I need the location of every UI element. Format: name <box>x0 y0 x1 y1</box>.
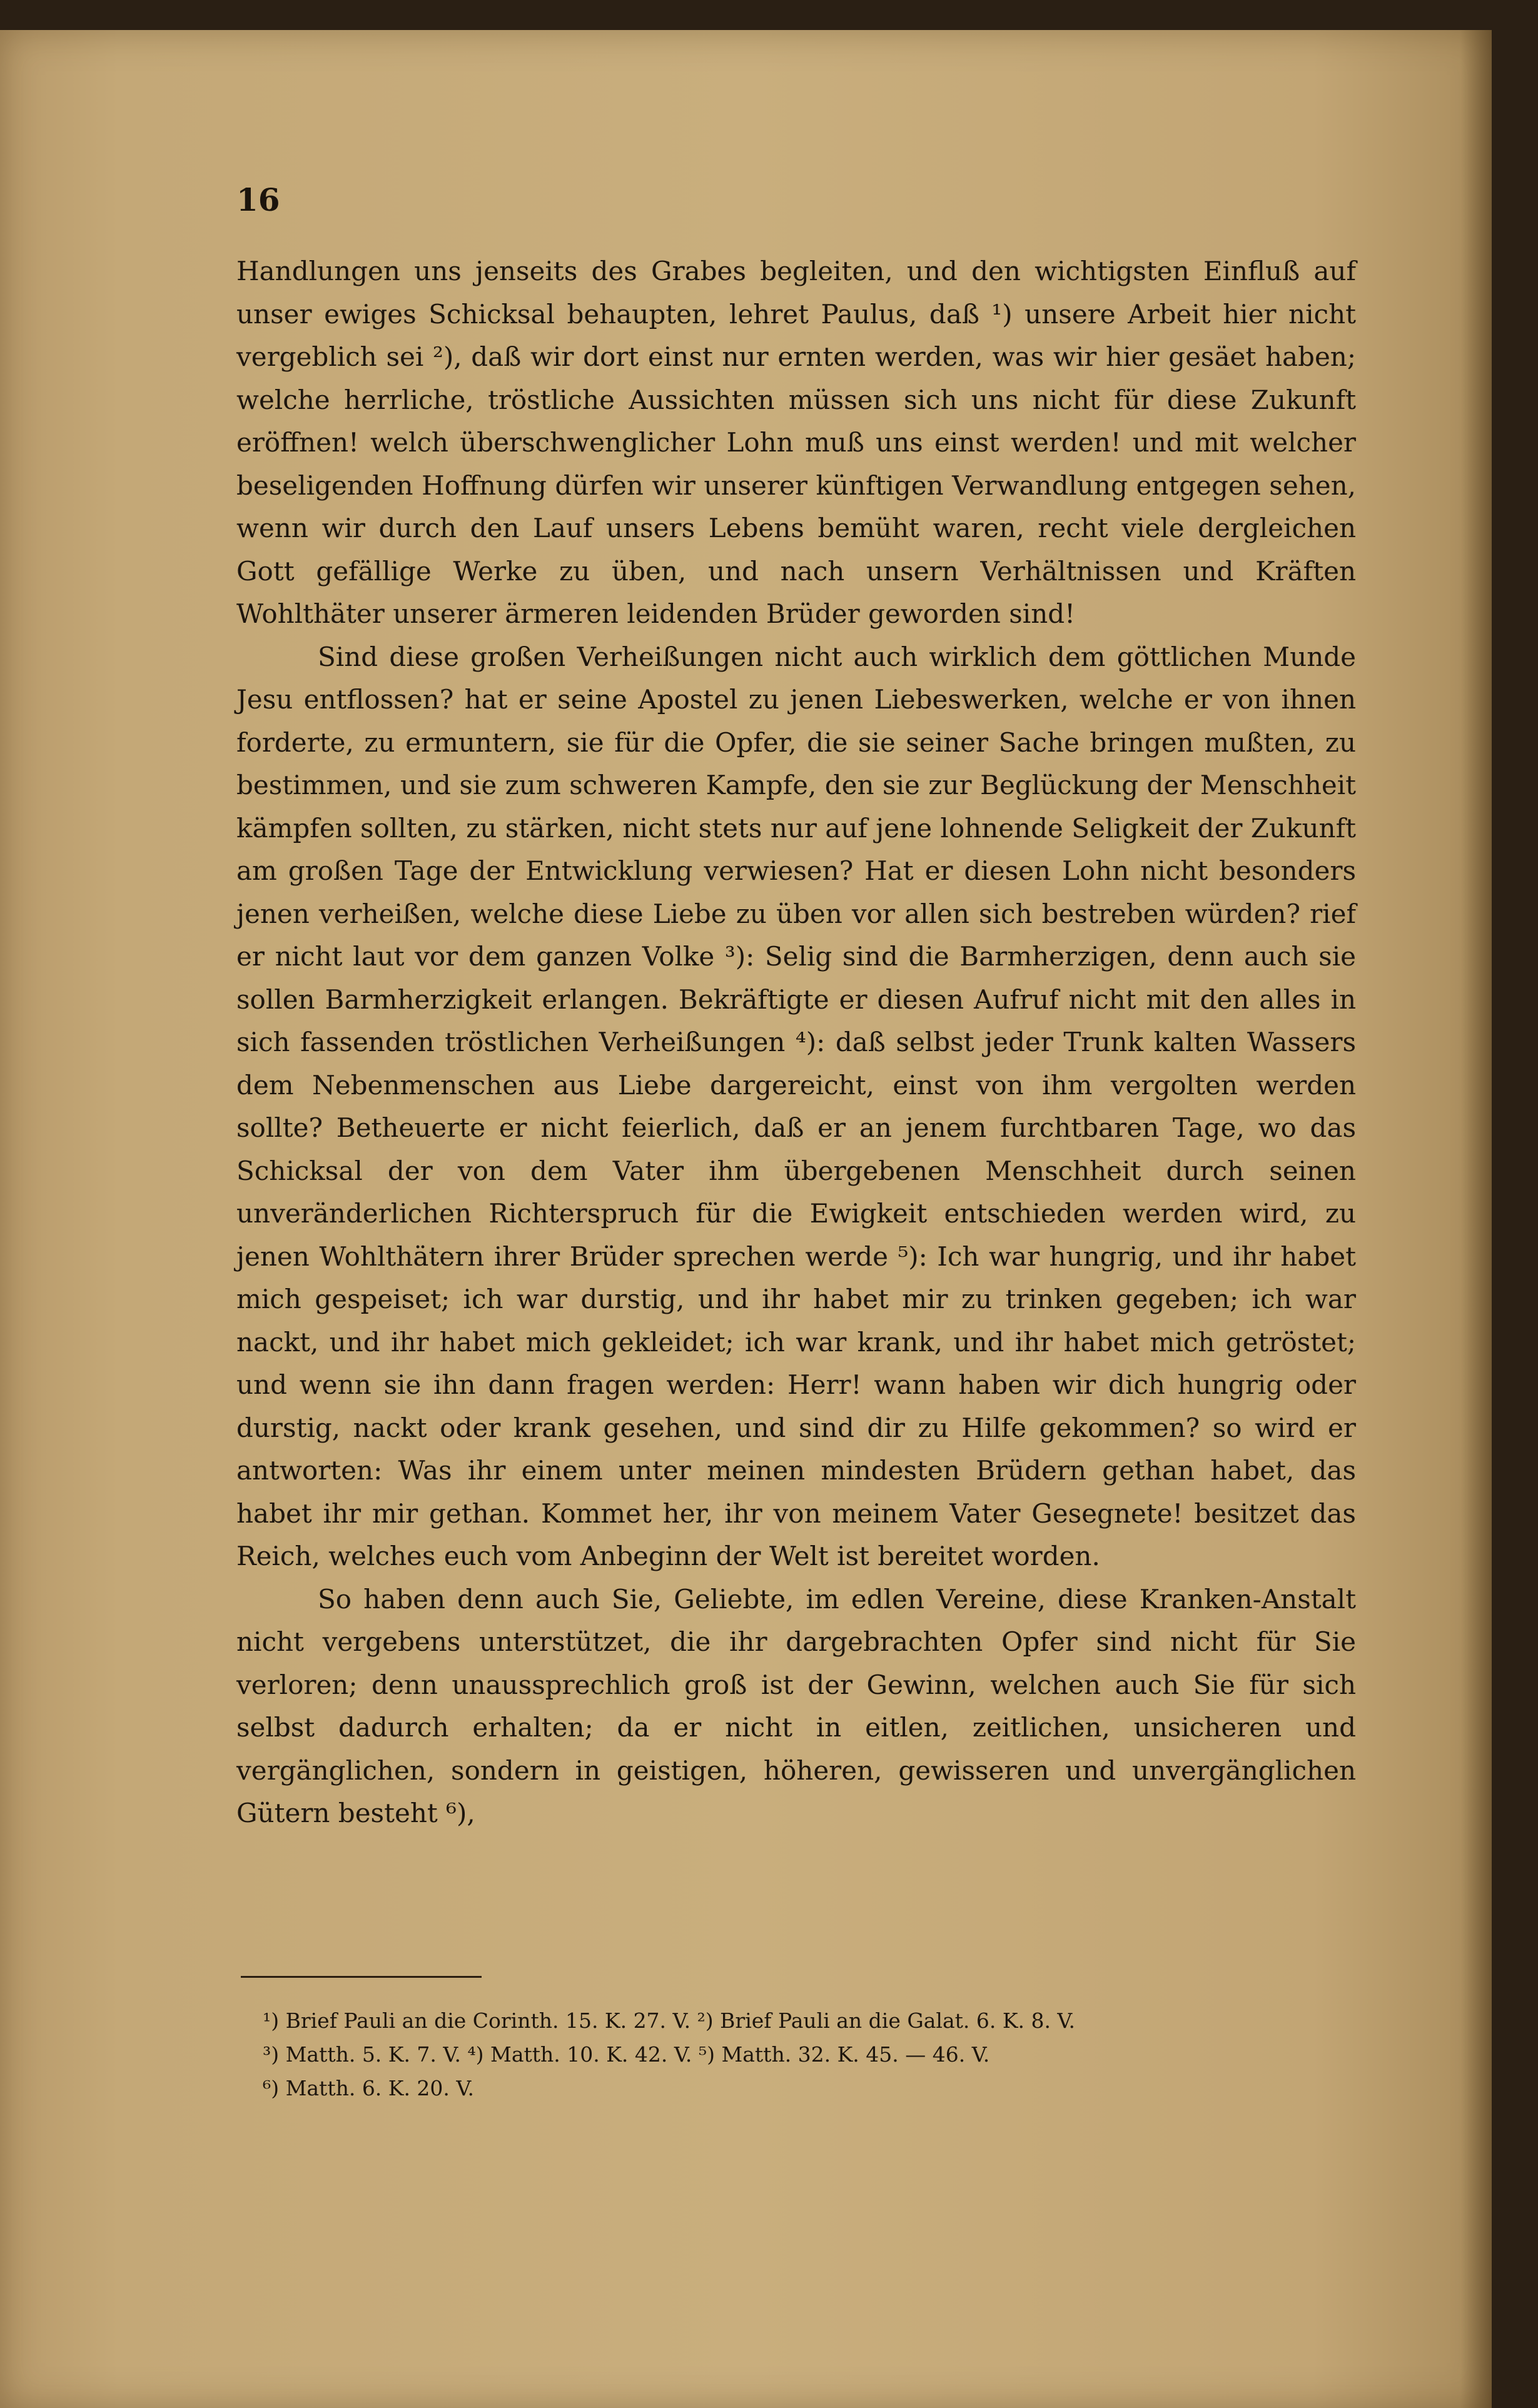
paragraph-3: So haben denn auch Sie, Geliebte, im edlen Vereine, diese Kranken-Anstalt nicht vergebens unterstützet, die ihr dargebrachten Opfer sind nicht für Sie verloren; denn unaussprechlich groß ist der Gewinn, welchen auch Sie für sich selbst dadurch erhalten; da er nicht in eitlen, zeitlichen, unsicheren und vergänglichen, sondern in geistigen, höheren, gewisseren und unvergänglichen Gütern besteht ⁶), <box>236 1583 1356 1828</box>
body-text <box>236 250 1356 1835</box>
footnote-line-1: ¹) Brief Pauli an die Corinth. 15. K. 27. V. ²) Brief Pauli an die Galat. 6. K. 8. V. <box>263 2008 1075 2033</box>
paragraph-2: Sind diese großen Verheißungen nicht auch wirklich dem göttlichen Munde Jesu entflossen? hat er seine Apostel zu jenen Liebeswerken, welche er von ihnen forderte, zu ermuntern, sie für die Opfer, die sie seiner Sache bringen mußten, zu bestimmen, und sie zum schweren Kampfe, den sie zur Beglückung der Menschheit kämpfen sollten, zu stärken, nicht stets nur auf jene lohnende Seligkeit der Zukunft am großen Tage der Entwicklung verwiesen? Hat er diesen Lohn nicht besonders jenen verheißen, welche diese Liebe zu üben vor allen sich bestreben würden? rief er nicht laut vor dem ganzen Volke ³): Selig sind die Barmherzigen, denn auch sie sollen Barmherzigkeit erlangen. Bekräftigte er diesen Aufruf nicht mit den alles in sich fassenden tröstlichen Verheißungen ⁴): daß selbst jeder Trunk kalten Wassers dem Nebenmenschen aus Liebe dargereicht, einst von ihm vergolten werden sollte? Betheuerte er nicht feierlich, daß er an jenem furchtbaren Tage, wo das Schicksal der von dem Vater ihm übergebenen Menschheit durch seinen unveränderlichen Richterspruch für die Ewigkeit entschieden werden wird, zu jenen Wohlthätern ihrer Brüder sprechen werde ⁵): Ich war hungrig, und ihr habet mich gespeiset; ich war durstig, und ihr habet mir zu trinken gegeben; ich war nackt, und ihr habet mich gekleidet; ich war krank, und ihr habet mich getröstet; und wenn sie ihn dann fragen werden: Herr! wann haben wir dich hungrig oder durstig, nackt oder krank gesehen, und sind dir zu Hilfe gekommen? so wird er antworten: Was ihr einem unter meinen mindesten Brüdern gethan habet, das habet ihr mir gethan. Kommet her, ihr von meinem Vater Gesegnete! besitzet das Reich, welches euch vom Anbeginn der Welt ist bereitet worden. <box>236 641 1356 1571</box>
footnote-line-3: ⁶) Matth. 6. K. 20. V. <box>263 2076 474 2100</box>
paragraph-1: Handlungen uns jenseits des Grabes begleiten, und den wichtigsten Einfluß auf unser ewiges Schicksal behaupten, lehret Paulus, daß ¹) unsere Arbeit hier nicht vergeblich sei ²), daß wir dort einst nur ernten werden, was wir hier gesäet haben; welche herrliche, tröstliche Aussichten müssen sich uns nicht für diese Zukunft eröffnen! welch überschwenglicher Lohn muß uns einst werden! und mit welcher beseligenden Hoffnung dürfen wir unserer künftigen Verwandlung entgegen sehen, wenn wir durch den Lauf unsers Lebens bemüht waren, recht viele dergleichen Gott gefällige Werke zu üben, und nach unsern Verhältnissen und Kräften Wohlthäter unserer ärmeren leidenden Brüder geworden sind! <box>236 256 1356 629</box>
page-number: 16 <box>236 181 280 218</box>
footnote-rule <box>241 1976 482 1978</box>
footnote-line-2: ³) Matth. 5. K. 7. V. ⁴) Matth. 10. K. 42. V. ⁵) Matth. 32. K. 45. — 46. V. <box>263 2042 990 2067</box>
footnotes <box>263 2004 1354 2105</box>
page-gutter-shadow <box>1460 30 1492 2408</box>
